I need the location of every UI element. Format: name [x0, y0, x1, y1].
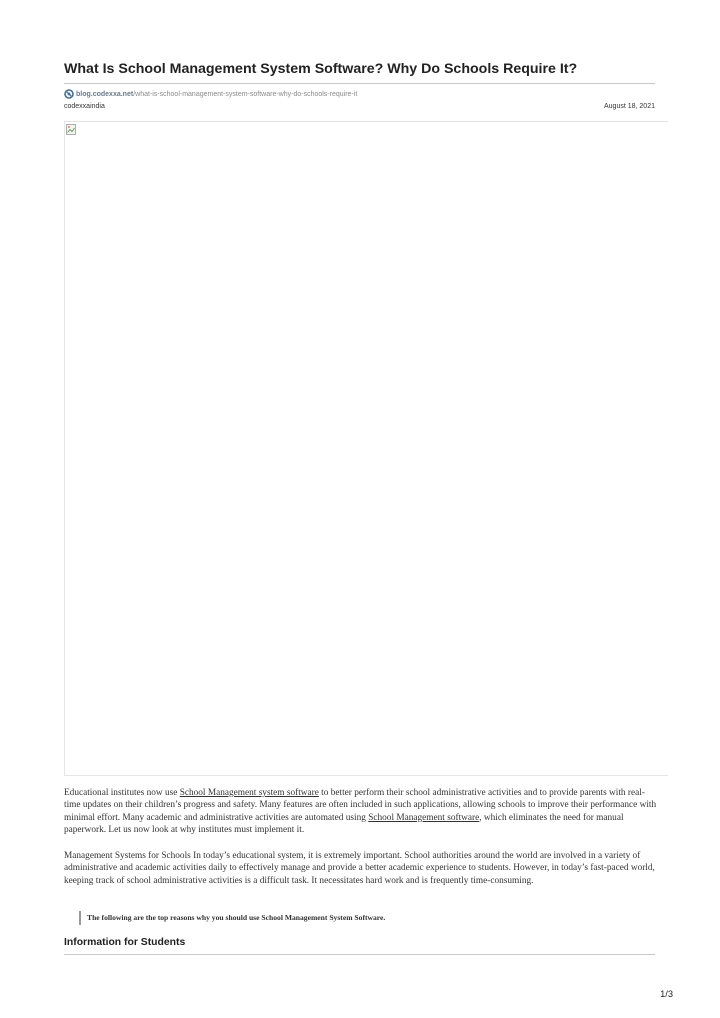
intro-text-2: to better perform their school administrative activities and to provide parents with real-time updates on their children’s progress and safety. Many features are often included in such applications, allowing schools to improve their performance with minimal effort. Many academic and administrative activities are automated using — [64, 788, 657, 823]
section-divider — [64, 954, 655, 955]
page-number: 1/3 — [660, 989, 673, 999]
publish-date: August 18, 2021 — [604, 103, 655, 110]
intro-paragraph — [64, 787, 660, 837]
school-management-software-link[interactable]: School Management software — [368, 812, 480, 823]
intro-text-1: Educational institutes now use — [64, 788, 180, 798]
title-divider — [64, 83, 655, 84]
school-management-system-software-link[interactable]: School Management system software — [179, 788, 319, 798]
source-domain[interactable]: blog.codexxa.net — [76, 90, 134, 98]
section-heading: Information for Students — [64, 937, 186, 948]
blockquote: The following are the top reasons why you should use School Management System Software. — [79, 911, 385, 925]
article-meta — [64, 103, 655, 110]
intro-text-3: , which eliminates the need for manual paperwork. Let us now look at why institutes must implement it. — [64, 812, 624, 836]
source-path[interactable]: /what-is-school-management-system-software-why-do-schools-require-it — [133, 90, 358, 98]
author-name: codexxaindia — [64, 103, 105, 110]
site-favicon-icon — [64, 89, 74, 99]
article-title: What Is School Management System Software? Why Do Schools Require It? — [64, 61, 578, 77]
broken-image-icon — [66, 124, 76, 135]
body-paragraph: Management Systems for Schools In today’s educational system, it is extremely important. School authorities around the world are involved in a variety of administrative and academic activities daily to effectively manage and provide a better academic experience to students. However, in today’s fast-paced world, keeping track of school administrative activities is a difficult task. It necessitates hard work and is frequently time-consuming. — [64, 851, 655, 886]
article-image — [64, 122, 668, 776]
source-url[interactable] — [64, 88, 357, 100]
